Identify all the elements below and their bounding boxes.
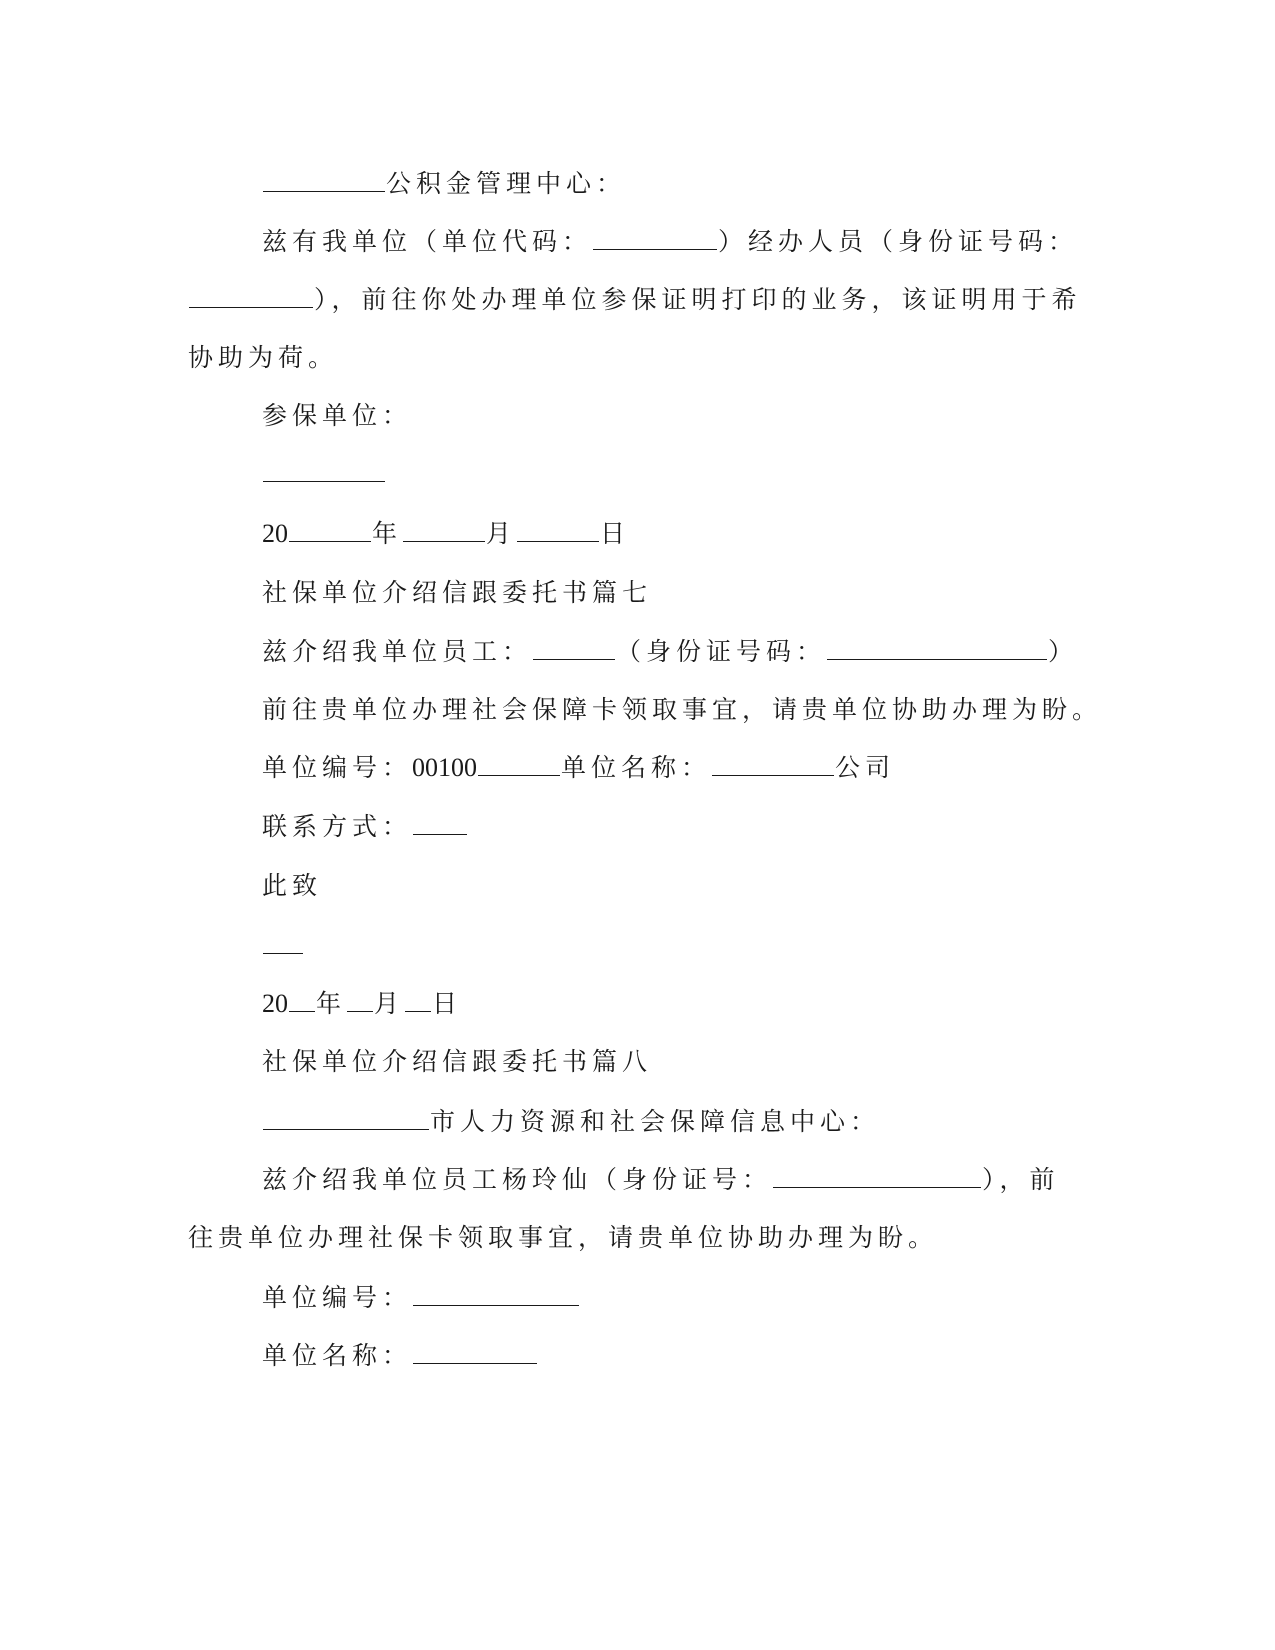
body-text: 协助为荷。 (188, 343, 339, 372)
signature-line (262, 458, 386, 490)
year-char: 年 (316, 989, 347, 1018)
unit-no-blank (478, 753, 560, 776)
intro-text: （身份证号码： (616, 637, 827, 666)
month-char: 月 (374, 989, 405, 1018)
id-number-blank (827, 637, 1047, 660)
intro-line-3b (188, 1222, 938, 1254)
closing-text: 此致 (262, 871, 323, 900)
year-char: 年 (372, 519, 403, 548)
section-title-7 (262, 577, 652, 609)
day-char: 日 (600, 519, 631, 548)
insured-unit-label: 参保单位： (262, 401, 413, 430)
body-text: 兹有我单位（单位代码： (262, 227, 593, 256)
purpose-line (262, 694, 1102, 726)
salutation-line (262, 930, 304, 962)
body-line-1 (262, 226, 1078, 258)
intro-text: ），前 (982, 1165, 1060, 1194)
unit-name-label: 单位名称： (561, 753, 712, 782)
body-line-2 (188, 284, 1082, 316)
addressee-text: 市人力资源和社会保障信息中心： (430, 1107, 881, 1136)
blank-field (263, 169, 385, 192)
date-line-1 (262, 518, 630, 550)
company-suffix: 公司 (835, 753, 896, 782)
unit-no-value: 00100 (412, 753, 478, 782)
salutation-blank (263, 931, 303, 954)
year-blank (289, 989, 315, 1012)
month-blank (347, 989, 373, 1012)
unit-no-line (262, 1282, 580, 1314)
addressee-text: 公积金管理中心： (386, 169, 627, 198)
unit-no-blank (413, 1283, 579, 1306)
unit-name-line (262, 1340, 538, 1372)
section-title-8 (262, 1046, 652, 1078)
unit-name-blank (712, 753, 834, 776)
intro-text: ） (1048, 637, 1079, 666)
unit-name-blank (413, 1341, 537, 1364)
intro-text: 兹介绍我单位员工杨玲仙（身份证号： (262, 1165, 773, 1194)
date-prefix: 20 (262, 519, 288, 548)
unit-code-blank (593, 227, 717, 250)
month-char: 月 (486, 519, 517, 548)
addressee-line-3 (262, 1106, 880, 1138)
body-text: ）经办人员（身份证号码： (718, 227, 1079, 256)
contact-label: 联系方式： (262, 812, 413, 841)
intro-text: 往贵单位办理社保卡领取事宜，请贵单位协助办理为盼。 (188, 1223, 939, 1252)
contact-line (262, 811, 468, 843)
city-blank (263, 1107, 429, 1130)
day-blank (517, 519, 599, 542)
intro-line (262, 636, 1078, 668)
section-title: 社保单位介绍信跟委托书篇八 (262, 1047, 653, 1076)
addressee-line (262, 168, 626, 200)
date-line-2 (262, 988, 462, 1020)
section-title: 社保单位介绍信跟委托书篇七 (262, 578, 653, 607)
day-blank (405, 989, 431, 1012)
closing-line (262, 870, 322, 902)
body-text: ），前往你处办理单位参保证明打印的业务，该证明用于希 (314, 285, 1082, 314)
body-line-3 (188, 342, 338, 374)
intro-line-3 (262, 1164, 1060, 1196)
date-prefix: 20 (262, 989, 288, 1018)
signature-blank (263, 459, 385, 482)
purpose-text: 前往贵单位办理社会保障卡领取事宜，请贵单位协助办理为盼。 (262, 695, 1103, 724)
year-blank (289, 519, 371, 542)
id-number-blank (189, 285, 313, 308)
contact-blank (413, 812, 467, 835)
employee-name-blank (533, 637, 615, 660)
id-number-blank (773, 1165, 981, 1188)
unit-info-line (262, 752, 895, 784)
day-char: 日 (432, 989, 463, 1018)
unit-name-label: 单位名称： (262, 1341, 413, 1370)
unit-no-label: 单位编号： (262, 1283, 413, 1312)
intro-text: 兹介绍我单位员工： (262, 637, 533, 666)
unit-no-label: 单位编号： (262, 753, 413, 782)
insured-unit-line (262, 400, 412, 432)
month-blank (403, 519, 485, 542)
